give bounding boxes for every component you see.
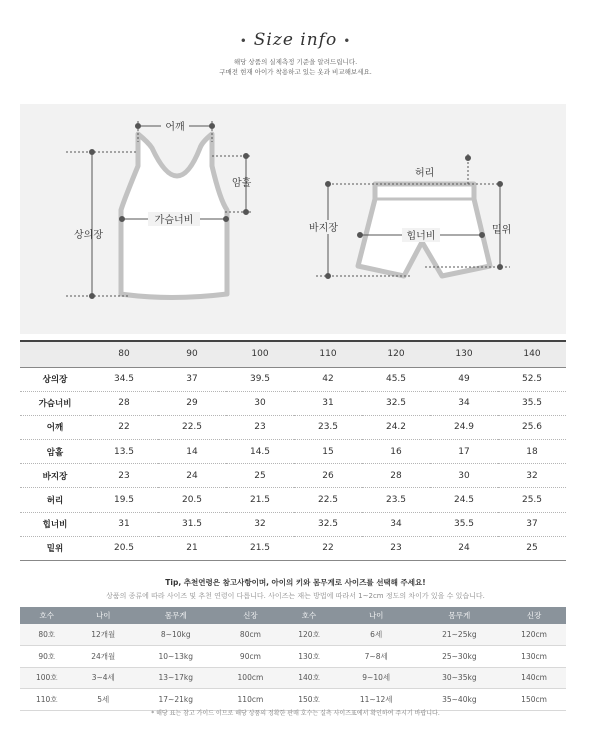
row-label: 밑위 [20,536,90,560]
row-label: 바지장 [20,464,90,488]
guide-header: 신장 [502,607,566,624]
table-cell: 21.5 [226,536,294,560]
row-label: 상의장 [20,367,90,391]
table-cell: 16 [362,440,430,464]
tip-sub: 상품의 종류에 따라 사이즈 및 추천 연령이 다릅니다. 사이즈는 재는 방법에 따라서 1~2cm 정도의 차이가 있을 수 있습니다. [106,592,485,600]
guide-header: 호수 [20,607,73,624]
table-cell: 25.6 [498,415,566,439]
waist-label: 허리 [415,168,435,179]
guide-header: 몸무게 [133,607,218,624]
table-cell: 23 [226,415,294,439]
table-cell: 25~30kg [417,646,502,668]
table-cell: 150호 [282,689,335,711]
measurement-diagram-svg [20,104,566,334]
row-label: 힙너비 [20,512,90,536]
table-cell: 23.5 [294,415,362,439]
guide-header: 호수 [282,607,335,624]
table-cell: 13~17kg [133,667,218,689]
guide-header: 나이 [336,607,417,624]
table-cell: 30~35kg [417,667,502,689]
guide-header: 나이 [73,607,133,624]
table-cell: 21.5 [226,488,294,512]
table-cell: 15 [294,440,362,464]
table-cell: 35~40kg [417,689,502,711]
table-cell: 140호 [282,667,335,689]
chest-label: 가슴너비 [154,215,194,226]
table-cell: 14 [158,440,226,464]
table-cell: 11~12세 [336,689,417,711]
subtitle-line-1: 해당 상품의 실제측정 기준을 알려드립니다. [233,58,358,66]
table-cell: 52.5 [498,367,566,391]
guide-header: 신장 [219,607,283,624]
table-row [20,440,566,464]
table-cell: 21 [158,536,226,560]
page-title [0,30,591,50]
table-cell: 7~8세 [336,646,417,668]
table-row [20,464,566,488]
table-cell: 10~13kg [133,646,218,668]
table-cell: 80cm [219,624,283,646]
table-cell: 35.5 [498,391,566,415]
size-header: 110 [294,341,362,367]
table-cell: 34.5 [90,367,158,391]
bullet-icon: • [239,33,248,48]
footnote: * 해당 표는 참고 가이드 이므로 해당 상품의 정확한 판매 호수는 실측 사이즈표에서 확인하여 주시기 바랍니다. [151,710,440,717]
table-cell: 20.5 [158,488,226,512]
size-table [20,340,566,561]
table-cell: 19.5 [90,488,158,512]
table-cell: 140cm [502,667,566,689]
page-title-text: Size info [253,30,338,50]
table-cell: 23 [90,464,158,488]
table-cell: 24개월 [73,646,133,668]
table-cell: 100호 [20,667,73,689]
table-cell: 22 [294,536,362,560]
table-row [20,536,566,560]
table-cell: 24.5 [430,488,498,512]
table-cell: 17~21kg [133,689,218,711]
row-label: 가슴너비 [20,391,90,415]
size-header: 140 [498,341,566,367]
size-header: 130 [430,341,498,367]
table-cell: 3~4세 [73,667,133,689]
table-cell: 32.5 [362,391,430,415]
size-header: 100 [226,341,294,367]
table-cell: 23.5 [362,488,430,512]
table-row [20,624,566,646]
table-cell: 42 [294,367,362,391]
row-label: 어깨 [20,415,90,439]
table-cell: 13.5 [90,440,158,464]
table-cell: 25 [498,536,566,560]
table-cell: 25.5 [498,488,566,512]
age-guide-table [20,607,566,711]
shoulder-label: 어깨 [165,122,185,133]
table-cell: 120cm [502,624,566,646]
table-row [20,689,566,711]
tip-section [0,577,591,601]
table-cell: 8~10kg [133,624,218,646]
row-label: 암홀 [20,440,90,464]
table-cell: 37 [158,367,226,391]
table-cell: 90cm [219,646,283,668]
size-header: 120 [362,341,430,367]
table-cell: 22 [90,415,158,439]
row-label: 허리 [20,488,90,512]
table-cell: 120호 [282,624,335,646]
size-table-corner [20,341,90,367]
table-cell: 45.5 [362,367,430,391]
guide-header: 몸무게 [417,607,502,624]
table-cell: 20.5 [90,536,158,560]
table-cell: 25 [226,464,294,488]
table-cell: 30 [430,464,498,488]
table-cell: 32 [498,464,566,488]
table-row [20,367,566,391]
size-info-header [0,30,591,77]
table-cell: 35.5 [430,512,498,536]
table-cell: 28 [90,391,158,415]
table-cell: 31.5 [158,512,226,536]
tip-main: Tip, 추천연령은 참고사항이며, 아이의 키와 몸무게로 사이즈를 선택해 주세요! [165,578,426,587]
bullet-icon: • [343,33,352,48]
table-cell: 90호 [20,646,73,668]
table-cell: 110cm [219,689,283,711]
table-cell: 23 [362,536,430,560]
table-cell: 130cm [502,646,566,668]
guide-header-row [20,607,566,624]
table-cell: 5세 [73,689,133,711]
hip-label: 힙너비 [406,231,436,242]
table-cell: 31 [90,512,158,536]
table-cell: 24 [430,536,498,560]
size-header: 80 [90,341,158,367]
size-table-header-row [20,341,566,367]
table-cell: 24 [158,464,226,488]
table-cell: 34 [362,512,430,536]
table-cell: 100cm [219,667,283,689]
table-cell: 22.5 [294,488,362,512]
table-cell: 49 [430,367,498,391]
table-cell: 34 [430,391,498,415]
table-row [20,415,566,439]
table-cell: 130호 [282,646,335,668]
table-cell: 30 [226,391,294,415]
table-cell: 32.5 [294,512,362,536]
table-cell: 18 [498,440,566,464]
table-cell: 26 [294,464,362,488]
table-cell: 22.5 [158,415,226,439]
subtitle [0,57,591,77]
table-row [20,512,566,536]
table-row [20,488,566,512]
table-cell: 80호 [20,624,73,646]
table-cell: 37 [498,512,566,536]
table-cell: 32 [226,512,294,536]
table-cell: 6세 [336,624,417,646]
table-cell: 14.5 [226,440,294,464]
pants-length-label: 바지장 [309,223,338,234]
table-cell: 9~10세 [336,667,417,689]
table-cell: 24.9 [430,415,498,439]
rise-label: 밑위 [492,225,512,236]
table-row [20,391,566,415]
top-length-label: 상의장 [74,230,103,241]
table-cell: 12개월 [73,624,133,646]
table-cell: 39.5 [226,367,294,391]
table-cell: 24.2 [362,415,430,439]
subtitle-line-2: 구매전 현재 아이가 착용하고 있는 옷과 비교해보세요. [219,68,372,76]
measurement-diagram [20,104,566,334]
table-cell: 29 [158,391,226,415]
armhole-label: 암홀 [232,178,252,189]
table-cell: 150cm [502,689,566,711]
table-cell: 17 [430,440,498,464]
table-cell: 28 [362,464,430,488]
table-cell: 110호 [20,689,73,711]
table-row [20,667,566,689]
table-cell: 31 [294,391,362,415]
size-header: 90 [158,341,226,367]
table-row [20,646,566,668]
table-cell: 21~25kg [417,624,502,646]
